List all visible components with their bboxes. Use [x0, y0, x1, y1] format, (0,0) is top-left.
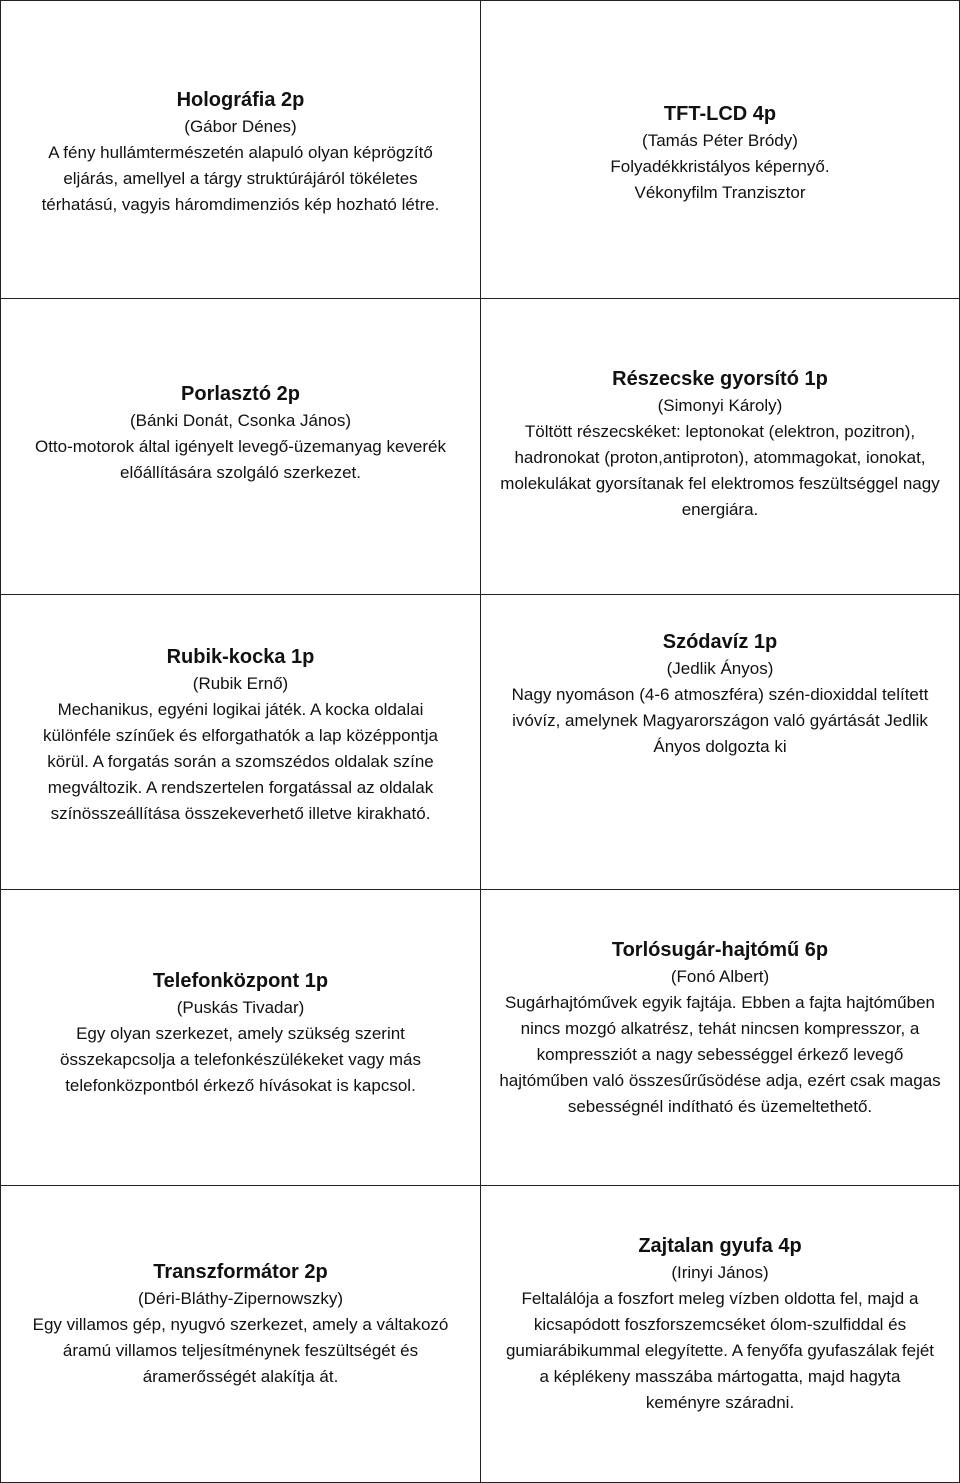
card-inventor: (Jedlik Ányos) — [666, 658, 774, 678]
card-telefonkozpont — [1, 890, 481, 1186]
card-torlosugar-hajtomu — [481, 890, 959, 1186]
card-title: Zajtalan gyufa 4p — [638, 1234, 802, 1257]
card-inventor: (Déri-Bláthy-Zipernowszky) — [138, 1288, 343, 1308]
card-rubik-kocka — [1, 595, 481, 890]
card-holografia — [1, 1, 481, 299]
card-tft-lcd — [481, 1, 959, 299]
card-zajtalan-gyufa — [481, 1186, 959, 1482]
card-title: Transzformátor 2p — [153, 1260, 328, 1283]
card-description: Feltalálója a foszfort meleg vízben oldotta fel, majd a kicsapódott foszforszemcséket ólom-szulfiddal és gumiarábikummal elegyítette. A fenyőfa gyufaszálak fejét a képlékeny masszába mártogatta, majd hagyta keményre száradni. — [505, 1288, 935, 1412]
card-title: Részecske gyorsító 1p — [612, 368, 828, 390]
card-inventor: (Tamás Péter Bródy) — [642, 131, 798, 150]
card-title: Porlasztó 2p — [181, 383, 300, 405]
card-title: Telefonközpont 1p — [152, 970, 329, 992]
card-inventor: (Bánki Donát, Csonka János) — [129, 411, 352, 430]
card-description: Otto-motorok által igényelt levegő-üzemanyag keverék előállítására szolgáló szerkezet. — [34, 437, 447, 482]
card-title: Torlósugár-hajtómű 6p — [611, 939, 829, 961]
card-inventor: (Fonó Albert) — [670, 967, 770, 986]
card-description: Nagy nyomáson (4-6 atmoszféra) szén-dioxiddal telített ivóvíz, amelynek Magyarországon való gyártását Jedlik Ányos dolgozta ki — [511, 684, 929, 756]
card-description: Egy villamos gép, nyugvó szerkezet, amely a váltakozó áramú villamos teljesítménynek feszültségét és áramerősségét alakítja át. — [32, 1314, 449, 1386]
card-description: Sugárhajtóművek egyik fajtája. Ebben a fajta hajtóműben nincs mozgó alkatrész, tehát nincsen kompresszor, a kompressziót a nagy sebességgel érkező levegő hajtóműben való összesűrűsödése adja, ezért csak magas sebességnél indítható és üzemeltethető. — [499, 993, 941, 1116]
card-description: Mechanikus, egyéni logikai játék. A kocka oldalai különféle színűek és elforgathatók a lap középpontja körül. A forgatás során a szomszédos oldalak színe megváltozik. A rendszertelen forgatással az oldalak színösszeállítása összekeverhető illetve kirakható. — [42, 699, 439, 823]
card-description: Egy olyan szerkezet, amely szükség szerint összekapcsolja a telefonkészülékeket vagy más telefonközpontból érkező hívásokat is kapcsol. — [60, 1024, 421, 1095]
card-transzformator — [1, 1186, 481, 1482]
card-inventor: (Irinyi János) — [671, 1262, 769, 1282]
card-reszecske-gyorsito — [481, 299, 959, 595]
card-description: Folyadékkristályos képernyő. Vékonyfilm Tranzisztor — [610, 157, 830, 202]
card-inventor: (Puskás Tivadar) — [176, 998, 305, 1017]
card-title: Szódavíz 1p — [662, 630, 778, 653]
card-szodaviz — [481, 595, 959, 890]
card-title: Rubik-kocka 1p — [166, 645, 315, 668]
card-description: Töltött részecskéket: leptonokat (elektron, pozitron), hadronokat (proton,antiproton), atommagokat, ionokat, molekulákat gyorsítanak fel elektromos feszültséggel nagy energiára. — [500, 422, 940, 519]
card-description: A fény hullámtermészetén alapuló olyan képrögzítő eljárás, amellyel a tárgy struktúrájáról tökéletes térhatású, vagyis háromdimenziós kép hozható létre. — [41, 143, 440, 214]
card-title: Holográfia 2p — [176, 89, 305, 111]
card-porlaszto — [1, 299, 481, 595]
card-inventor: (Simonyi Károly) — [657, 396, 783, 415]
card-inventor: (Gábor Dénes) — [184, 117, 297, 136]
card-inventor: (Rubik Ernő) — [192, 673, 289, 693]
card-title: TFT-LCD 4p — [663, 103, 777, 125]
